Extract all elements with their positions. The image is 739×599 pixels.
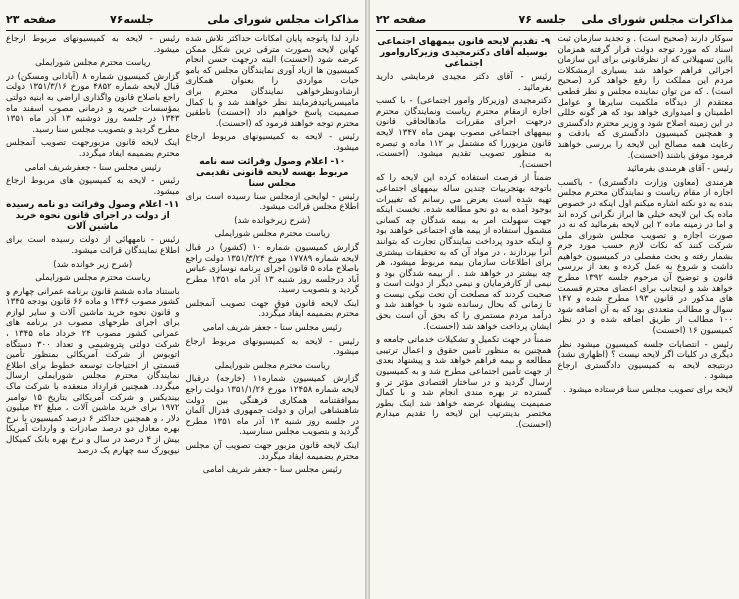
left-page-left-column bbox=[6, 34, 180, 593]
right-page-number: صفحه ۲۲ bbox=[376, 12, 427, 26]
right-page-session: جلسه ۷۶ bbox=[518, 12, 567, 26]
right-page-header bbox=[376, 8, 733, 31]
paragraph: دارد لذا پاتوجه پایان امکانات حداکثر تلاش شده کهاین لایحه بصورت مترقی ترین شکل ممکن عرضه شود (احسنت) البته درجهت حسن انجام کمیسیون ها ازیاد آوری نمایندگان مجلس که بامو حبات مواردی را بعنوان همکاری ارشادونظرخواهی نمایندگان محترم برای مامیسرپاتیدفرمایند نظر خواهند شد و با کمال صمیمیت پاسخ خواهیم داد (احسنت) ناطقین محترم توجه خواهند فرمود که (احسنت). bbox=[185, 34, 359, 129]
paragraph: رئیس - لوایحی ازمجلس سنا رسیده است برای اطلاع مجلس قرائت میشود. bbox=[185, 191, 359, 213]
paragraph: اینک لایحه قانون فوق جهت تصویب آنمجلس محترم بضمیمه ایفاد میگردد. bbox=[185, 298, 359, 320]
paragraph: رئیس - نامههائی از دولت رسیده است برای اطلاع نمایندگان قرائت میشود. bbox=[6, 235, 180, 256]
paragraph: رئیس - آقای هرمندی بفرمائید bbox=[627, 164, 733, 175]
paragraph: گزارش کمیسیون شماره ۱۰ (کشور) در قبال لایحه شماره ۱۷۷۸۹ مورخ ۱۳۵۱/۳/۲۴ دولت راجع باصلاح ماده ۵ قانون اجرای برنامه نوسازی عباس آباد درجلسه روز شنبه ۱۳ آذر ماه ۱۳۵۱ مطرح گردید و بتصویب رسید. bbox=[185, 242, 359, 296]
centered-line: ریاست محترم مجلس شورایملی bbox=[214, 229, 330, 240]
paragraph: رئیس - انتصابات جلسه کمیسیون میشود نظر دیگری در کلیات اگر لایحه نیست ؟ (اظهاری نشد) درنتیجه لایحه به کمیسیون دادگستری ارجاع میشود . bbox=[557, 339, 733, 382]
paragraph: گزارش کمیسیون شماره ۸ (آبادانی ومسکن) در قبال لایحه شماره ۴۸۵۲ مورخ ۱۳۵۱/۳/۱۶ دولت راجع باصلاح قانون واگذاری اراضی به ابنیه دولتی بمؤسسات خیریه و درمانی مصوب اسفند ماه ۱۳۴۳ در جلسه روز دوشنبه ۱۳ آذر ماه ۱۳۵۱ مطرح گردید و بتصویب مجلس سنا رسید. bbox=[6, 71, 180, 135]
section-heading: ۱۰- اعلام وصول وقرائت سه نامه مربوط بهسه لایحه قانونی تقدیمی مجلس سنا bbox=[196, 156, 349, 189]
right-page-session-and-title bbox=[519, 13, 733, 26]
centered-line: (شرح زیرخوانده شد) bbox=[234, 215, 311, 226]
left-page-title: مذاکرات مجلس شورای ملی bbox=[207, 12, 359, 26]
centered-line: ریاست محترم مجلس شورایملی bbox=[214, 360, 330, 371]
right-page-left-column bbox=[376, 34, 552, 593]
section-heading: ۱۱- اعلام وصول وقرائت دو نامه رسیده از دولت در اجرای قانون نحوه خرید ماشین آلات bbox=[6, 200, 180, 233]
left-page bbox=[0, 0, 365, 599]
paragraph: هرمندی (معاون وزارت دادگستری) - باکسب اجازه از مقام ریاست و نمایندگان محترم مجلس بنده به دو نکته اشاره میکنم اول اینکه در خصوص ماده یک این لایحه خیلی ها ابراز نگرانی کرده اند و اما در زمینه ماده ۲ این لایحه بفرمائید که نه در صورت اجازه و تصویب مجلس شورای ملی شرکت کنند که نکات لازم حسب مورد جرم بشمار رفته و بحث مفصلی در کمیسیون خواهیم داشت و شروع به عمل کرده و بعد از بررسی قانون و توضیح آن مرحوم جلسه ۱۳۹۲ مطرح خواهد شد و اینجانب برای اعضای محترم قسمت های مذکور در قانون ۱۹۳ مطرح شده و ۱۴۷ سوال و مطالب متعددی بود که به آن اضافه شود ۱۰۰ مطالب از طریق اضافه شده و در نظر کمیسیون ۱۶ (احسنت) bbox=[557, 177, 733, 337]
paragraph: ضمناً در جهت تکمیل و تشکیلات خدماتی جامعه و همچنین به منظور تأمین حقوق و اعمال ترتیبی مطالعه و بیمه فراهم خواهد شد و پیشنهاد بعدی از جهت تأمین اجتماعی مطرح شد و به کمیسیون ارسال گردید و در ساختار اقتصادی مؤثر تر و گسترده تر بهره مندی انجام شد و با کمال صمیمیت پیشنهاد عرضه خواهد شد اینک بطور مختصر بدینترتیب این لایحه را تقدیم میدارم (احسنت). bbox=[376, 335, 552, 430]
paragraph: اینک لایحه قانون مزبور جهت تصویب آن مجلس محترم بضمیمه ایفاد میگردد. bbox=[185, 441, 359, 462]
right-page-title: مذاکرات مجلس شورای ملی bbox=[581, 12, 733, 26]
paragraph: رئیس - لایحه به کمیسیونهای مربوط ارجاع میشود. bbox=[6, 34, 180, 55]
paragraph: رئیس - لایحه به کمیسیون های مربوط ارجاع میشود. bbox=[6, 176, 180, 197]
right-page bbox=[370, 0, 739, 599]
paragraph: رئیس - لایحه به کمیسیونهای مربوط ارجاع میشود. bbox=[185, 132, 359, 153]
left-page-session: جلسه۷۶ bbox=[110, 12, 154, 26]
left-page-number: صفحه ۲۳ bbox=[6, 12, 57, 26]
paragraph: لایحه برای تصویب مجلس سنا فرستاده میشود . bbox=[563, 385, 733, 395]
left-page-header bbox=[6, 8, 359, 31]
paragraph: اینک لایحه قانون مزبورجهت تصویب آنمجلس محترم بضمیمه ایفاد میگردد. bbox=[6, 138, 180, 159]
paragraph: دکترمجیدی (وزیرکار وامور اجتماعی) - با کسب اجازه ازمقام محترم ریاست ونمایندگان محترم درجهت اجرای مقررات مادهالحاقی قانون بیمههای اجتماعی مصوب بهمن ماه ۱۳۴۷ لایحه قانون مزبوررا که مشتمل بر ۱۱۲ ماده و تبصره به منظور تصویب تقدیم میشود. (احسنت، احسنت). bbox=[376, 96, 552, 170]
centered-line: ریاست محترم مجلس شورایملی bbox=[35, 58, 151, 69]
section-heading: ۹- تقدیم لایحه قانون بیمههای اجتماعی بوسیله آقای دکترمجیدی وزیرکاروامور اجتماعی bbox=[377, 37, 551, 69]
paragraph: رئیس - لایحه به کمیسیونهای مربوط ارجاع میشود. bbox=[185, 336, 359, 358]
centered-line: ریاست محترم مجلس شورایملی bbox=[35, 273, 151, 284]
centered-line: رئیس مجلس سنا - جعفر شریف امامی bbox=[202, 465, 342, 476]
paragraph: باستناد ماده ششم قانون برنامه عمرانی چهارم و کشور مصوب ۱۳۴۶ و ماده ۶۶ قانون بودجه ۱۳۴۵ و قانون نحوه خرید ماشین آلات و سایر لوازم برای اجرای طرحهای مصوب در برنامه های عمرانی کشور مصوب ۲۴ خرداد ماه ۱۳۴۵ ، شرکت دولتی پتروشیمی و تعداد ۳۰۰ دستگاه اتوبوس از شرکت آمریکائی بمنظور تأمین قسمتی از احتیاجات توسعه خطوط برای اطلاع نمایندگان محترم مجلس شورایملی ارسال میگردد. همچنین قرارداد منعقده با شرکت ماک بیندیکس و شرکت آمریکائی بتاریخ ۱۵ نوامبر ۱۹۷۲ برای خرید ماشین آلات ، مبلغ ۴۲ میلیون دلار ، و همچنین حداکثر ۶ درصد کمیسیون با نرخ بهره معادل دو درصد صادرات و واردات آمریکا بیش از ۴ درصد در سال و نرخ بهره بانک کمیکال نیویورک سه چهارم یک درصد bbox=[6, 286, 180, 456]
paragraph: رئیس - آقای دکتر مجیدی فرمایشی دارید بفرمائید . bbox=[376, 72, 552, 93]
centered-line: رئیس مجلس سنا - جعفرشریف امامی bbox=[24, 162, 161, 173]
paragraph: ضمناً از فرصت استفاده کرده این لایحه را که باتوجه بهتجربیات چندین ساله بیمههای اجتماعی تهیه شده است بعرض می رسانم که تغییرات بوجود آمده به دو نحو مطالعه شده. نخست اینکه جهت سهولت امر به بیمه شدگان چه کسانی مشمول استفاده از بیمه های اجتماعی خواهند بود و اینکه حدود پرداخت نمایندگان تجارت که بتوانند آنرا بپردازند ، در مواد آن که به تحقیقات بیشتری برای اطلاعات سازمان بیمه مربوط میشود، هر چه بیشتر در خواهد شد . از بیمه شدگان بود و نیمی از کارفرمایان و نیمی دیگر از دولت است و صحبت کردند که مصلحت آن تحت نیکی نیست و تا زمانی که بحال رسانده شود با خواهند شد و درآمد مردم مستمری را که بحق آن است بحق ایشان پرداخت خواهد شد (احسنت). bbox=[376, 173, 552, 332]
centered-line: رئیس مجلس سنا - جعفر شریف امامی bbox=[202, 323, 342, 334]
paragraph: سوکار دارند (صحیح است) . و تجدید سازمان ثبت اسناد که مورد توجه دولت قرار گرفته همزمان بااین تسهیلاتی که از نظرقانونی برای این سازمان اجرائی فراهم خواهد شد بسیاری ازمشکلات مردم این مملکت را رفع خواهد کرد (صحیح است) . که من توان نماینده مجلس و نظر قطعی معتقدم از دیدگاه ملکمیت سایرها و عوامل اطمینان و امیدواری خواهد بود که هر گونه خللی در این زمینه اصلاح شود و وزیر محترم دادگستری و همچنین کمیسیون دادگستری که بادقت و رعایت همه مصالح این لایحه را بررسی خواهند فرمود موفق باشند (احسنت). bbox=[557, 34, 733, 161]
centered-line: (شرح زیر خوانده شد) bbox=[53, 259, 133, 270]
paragraph: گزارش کمیسیون شماره۱۱ (خارجه) درقبال لایحه شماره ۱۲۴۵۸ مورخ ۱۳۵۱/۱/۲۶ دولت راجع بموافقتنامه همکاری فرهنگی بین دولت شاهنشاهی ایران و دولت جمهوری فدرال آلمان در جلسه روز شنبه ۱۳ آذر ماه ۱۳۵۱ مطرح گردید و بتصویب مجلس سنارسید. bbox=[185, 374, 359, 438]
left-page-right-column bbox=[186, 34, 360, 593]
right-page-right-column bbox=[558, 34, 734, 593]
